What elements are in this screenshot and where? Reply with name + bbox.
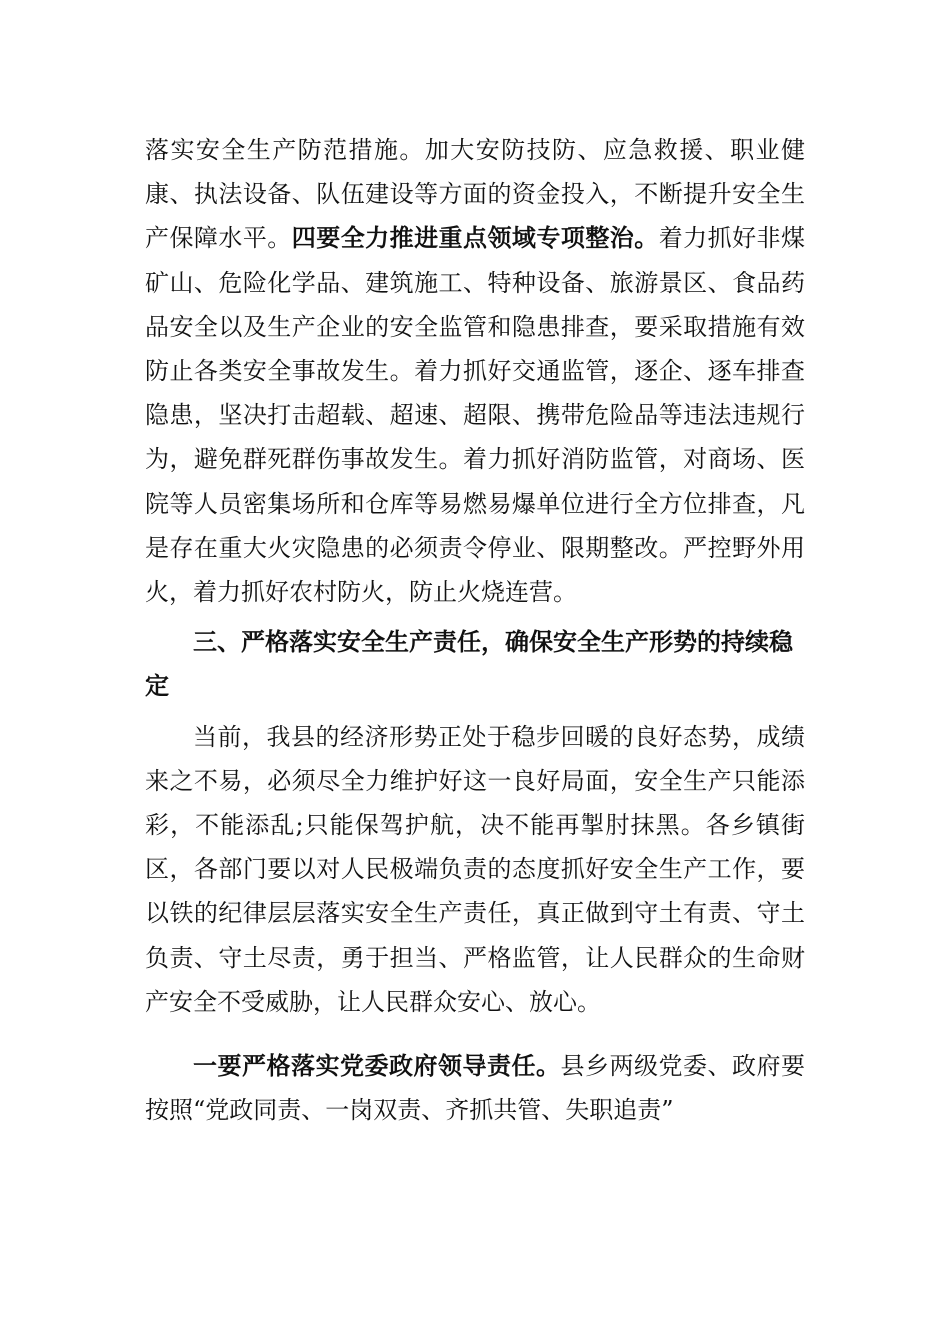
bold-lead-item-four: 四要全力推进重点领域专项整治。: [291, 224, 659, 253]
paragraph-current-situation: 当前，我县的经济形势正处于稳步回暖的良好态势，成绩来之不易，必须尽全力维护好这一良好局面，安全生产只能添彩，不能添乱;只能保驾护航，决不能再掣肘抹黑。各乡镇街区，各部门要以对人民极端负责的态度抓好安全生产工作，要以铁的纪律层层落实安全生产责任，真正做到守土有责、守土负责、守土尽责，勇于担当、严格监管，让人民群众的生命财产安全不受威胁，让人民群众安心、放心。: [145, 722, 805, 1016]
paragraph-leadership-responsibility: [145, 1044, 805, 1132]
document-page: [145, 128, 805, 1132]
paragraph-safety-measures: [145, 128, 805, 614]
paragraph-text: 县乡两级党委、政府要按照“党政同责、一岗双责、齐抓共管、失职追责”: [145, 1052, 805, 1125]
paragraph-text: 着力抓好非煤矿山、危险化学品、建筑施工、特种设备、旅游景区、食品药品安全以及生产企业的安全监管和隐患排查，要采取措施有效防止各类安全事故发生。着力抓好交通监管，逐企、逐车排查隐患，坚决打击超载、超速、超限、携带危险品等违法违规行为，避免群死群伤事故发生。着力抓好消防监管，对商场、医院等人员密集场所和仓库等易燃易爆单位进行全方位排查，凡是存在重大火灾隐患的必须责令停业、限期整改。严控野外用火，着力抓好农村防火，防止火烧连营。: [145, 224, 806, 607]
section-heading-three: 三、严格落实安全生产责任，确保安全生产形势的持续稳定: [145, 628, 793, 701]
bold-lead-item-one: 一要严格落实党委政府领导责任。: [193, 1052, 561, 1081]
paragraph-text: 落实安全生产防范措施。加大安防技防、应急救援、职业健康、执法设备、队伍建设等方面的资金投入，不断提升安全生产保障水平。: [145, 136, 805, 253]
